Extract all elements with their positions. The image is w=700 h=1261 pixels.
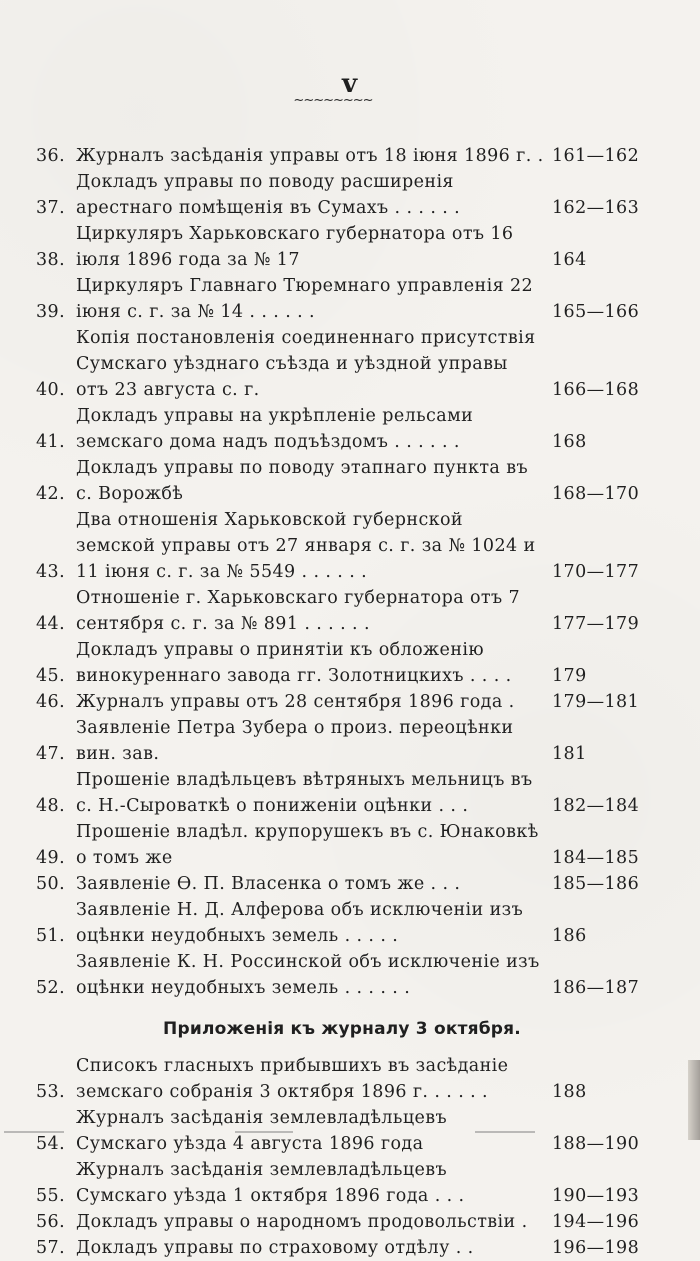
toc-entry-title: Два отношенія Харьковской губернской земской управы отъ 27 января с. г. за № 1024 и 11 іюня с. г. за № 5549 . . . . . . [76, 510, 536, 582]
page-edge-shadow [688, 1060, 700, 1140]
toc-entry [36, 585, 648, 637]
toc-entry-pages: 162—163 [552, 198, 640, 218]
footer-mark [235, 1131, 293, 1133]
toc-entry-title: Прошеніе владѣл. крупорушекъ въ с. Юнаковкѣ о томъ же [76, 822, 539, 868]
toc-entry-title: Докладъ управы о принятіи къ обложенію винокуреннаго завода гг. Золотницкихъ . . . . [76, 640, 512, 686]
toc-entry-number: 51. [36, 926, 66, 946]
footer-marks [0, 1125, 700, 1133]
toc-entry-number: 36. [36, 146, 66, 166]
toc-entry-pages: 184—185 [552, 848, 640, 868]
toc-entry-pages: 170—177 [552, 562, 640, 582]
toc-list-top [36, 143, 648, 1001]
toc-list-bottom [36, 1053, 648, 1261]
toc-entry-pages: 161—162 [552, 146, 640, 166]
toc-entry-number: 50. [36, 874, 66, 894]
toc-entry [36, 169, 648, 221]
toc-entry-number: 47. [36, 744, 66, 764]
toc-entry-pages: 188 [552, 1082, 587, 1102]
toc-entry-pages: 179—181 [552, 692, 640, 712]
toc-entry-pages: 185—186 [552, 874, 640, 894]
toc-entry-pages: 186—187 [552, 978, 640, 998]
toc-entry [36, 1235, 648, 1261]
toc-entry-number: 41. [36, 432, 66, 452]
toc-entry-title: Докладъ управы по поводу этапнаго пункта въ с. Ворожбѣ [76, 458, 529, 504]
toc-entry-pages: 168—170 [552, 484, 640, 504]
toc-entry [36, 507, 648, 585]
toc-entry-title: Журналъ засѣданія управы отъ 18 іюня 1896 г. . [76, 146, 544, 166]
toc-entry-number: 46. [36, 692, 66, 712]
page-number: v [341, 69, 359, 99]
toc-entry-pages: 168 [552, 432, 587, 452]
toc-entry [36, 1053, 648, 1105]
toc-entry-number: 55. [36, 1186, 66, 1206]
footer-mark [4, 1131, 64, 1133]
toc-entry-title: Докладъ управы по страховому отдѣлу . . [76, 1238, 474, 1258]
toc-entry-title: Докладъ управы на укрѣпленіе рельсами земскаго дома надъ подъѣздомъ . . . . . . [76, 406, 474, 452]
toc-entry [36, 637, 648, 689]
toc-entry [36, 273, 648, 325]
toc-entry-pages: 177—179 [552, 614, 640, 634]
toc-entry-number: 40. [36, 380, 66, 400]
toc-entry-title: Прошеніе владѣльцевъ вѣтряныхъ мельницъ въ с. Н.-Сыроваткѣ о пониженіи оцѣнки . . . [76, 770, 533, 816]
toc-entry-number: 37. [36, 198, 66, 218]
toc-entry-pages: 164 [552, 250, 587, 270]
toc-entry [36, 221, 648, 273]
toc-entry [36, 715, 648, 767]
toc-entry-pages: 190—193 [552, 1186, 640, 1206]
toc-entry-title: Заявленіе Н. Д. Алферова объ исключеніи изъ оцѣнки неудобныхъ земель . . . . . [76, 900, 524, 946]
toc-entry [36, 325, 648, 403]
toc-entry-pages: 182—184 [552, 796, 640, 816]
toc-entry-number: 43. [36, 562, 66, 582]
toc-entry [36, 1157, 648, 1209]
toc-entry-title: Циркуляръ Харьковскаго губернатора отъ 16 іюля 1896 года за № 17 [76, 224, 514, 270]
toc-entry-pages: 165—166 [552, 302, 640, 322]
toc-entry-pages: 194—196 [552, 1212, 640, 1232]
table-of-contents [36, 143, 648, 1261]
toc-entry-title: Докладъ управы о народномъ продовольствіи . [76, 1212, 528, 1232]
toc-entry-number: 57. [36, 1238, 66, 1258]
toc-entry-pages: 166—168 [552, 380, 640, 400]
toc-entry-number: 48. [36, 796, 66, 816]
toc-entry [36, 949, 648, 1001]
toc-entry [36, 819, 648, 871]
toc-entry [36, 767, 648, 819]
toc-entry [36, 455, 648, 507]
ornament-divider: ~~~~~~~~ [293, 93, 373, 108]
toc-entry-number: 52. [36, 978, 66, 998]
toc-entry-title: Журналъ засѣданія землевладѣльцевъ Сумскаго уѣзда 4 августа 1896 года [76, 1108, 448, 1154]
toc-entry-number: 45. [36, 666, 66, 686]
toc-entry [36, 689, 648, 715]
toc-entry-title: Отношеніе г. Харьковскаго губернатора отъ 7 сентября с. г. за № 891 . . . . . . [76, 588, 521, 634]
toc-entry [36, 897, 648, 949]
toc-entry-title: Заявленіе Петра Зубера о произ. переоцѣнки вин. зав. [76, 718, 514, 764]
toc-entry [36, 403, 648, 455]
toc-entry [36, 143, 648, 169]
toc-entry-number: 44. [36, 614, 66, 634]
toc-entry-number: 49. [36, 848, 66, 868]
toc-entry-title: Докладъ управы по поводу расширенія арестнаго помѣщенія въ Сумахъ . . . . . . [76, 172, 461, 218]
toc-entry-title: Циркуляръ Главнаго Тюремнаго управленія 22 іюня с. г. за № 14 . . . . . . [76, 276, 534, 322]
toc-entry-pages: 186 [552, 926, 587, 946]
toc-entry [36, 871, 648, 897]
toc-entry-pages: 188—190 [552, 1134, 640, 1154]
toc-entry-title: Заявленіе Ѳ. П. Власенка о томъ же . . . [76, 874, 461, 894]
toc-entry-number: 39. [36, 302, 66, 322]
toc-entry-pages: 181 [552, 744, 587, 764]
section-heading: Приложенія къ журналу 3 октября. [163, 1019, 521, 1039]
toc-entry-number: 42. [36, 484, 66, 504]
toc-entry-number: 53. [36, 1082, 66, 1102]
toc-entry-pages: 179 [552, 666, 587, 686]
toc-entry-number: 38. [36, 250, 66, 270]
toc-entry-title: Заявленіе К. Н. Россинской объ исключеніе изъ оцѣнки неудобныхъ земель . . . . . . [76, 952, 540, 998]
toc-entry-title: Копія постановленія соединеннаго присутствія Сумскаго уѣзднаго съѣзда и уѣздной управы отъ 23 августа с. г. [76, 328, 536, 400]
footer-mark [475, 1131, 535, 1133]
toc-entry-number: 56. [36, 1212, 66, 1232]
toc-entry-number: 54. [36, 1134, 66, 1154]
toc-entry-title: Списокъ гласныхъ прибывшихъ въ засѣданіе земскаго собранія 3 октября 1896 г. . . . . . [76, 1056, 509, 1102]
toc-entry-pages: 196—198 [552, 1238, 640, 1258]
toc-entry-title: Журналъ засѣданія землевладѣльцевъ Сумскаго уѣзда 1 октября 1896 года . . . [76, 1160, 465, 1206]
toc-entry [36, 1209, 648, 1235]
toc-entry-title: Журналъ управы отъ 28 сентября 1896 года . [76, 692, 515, 712]
